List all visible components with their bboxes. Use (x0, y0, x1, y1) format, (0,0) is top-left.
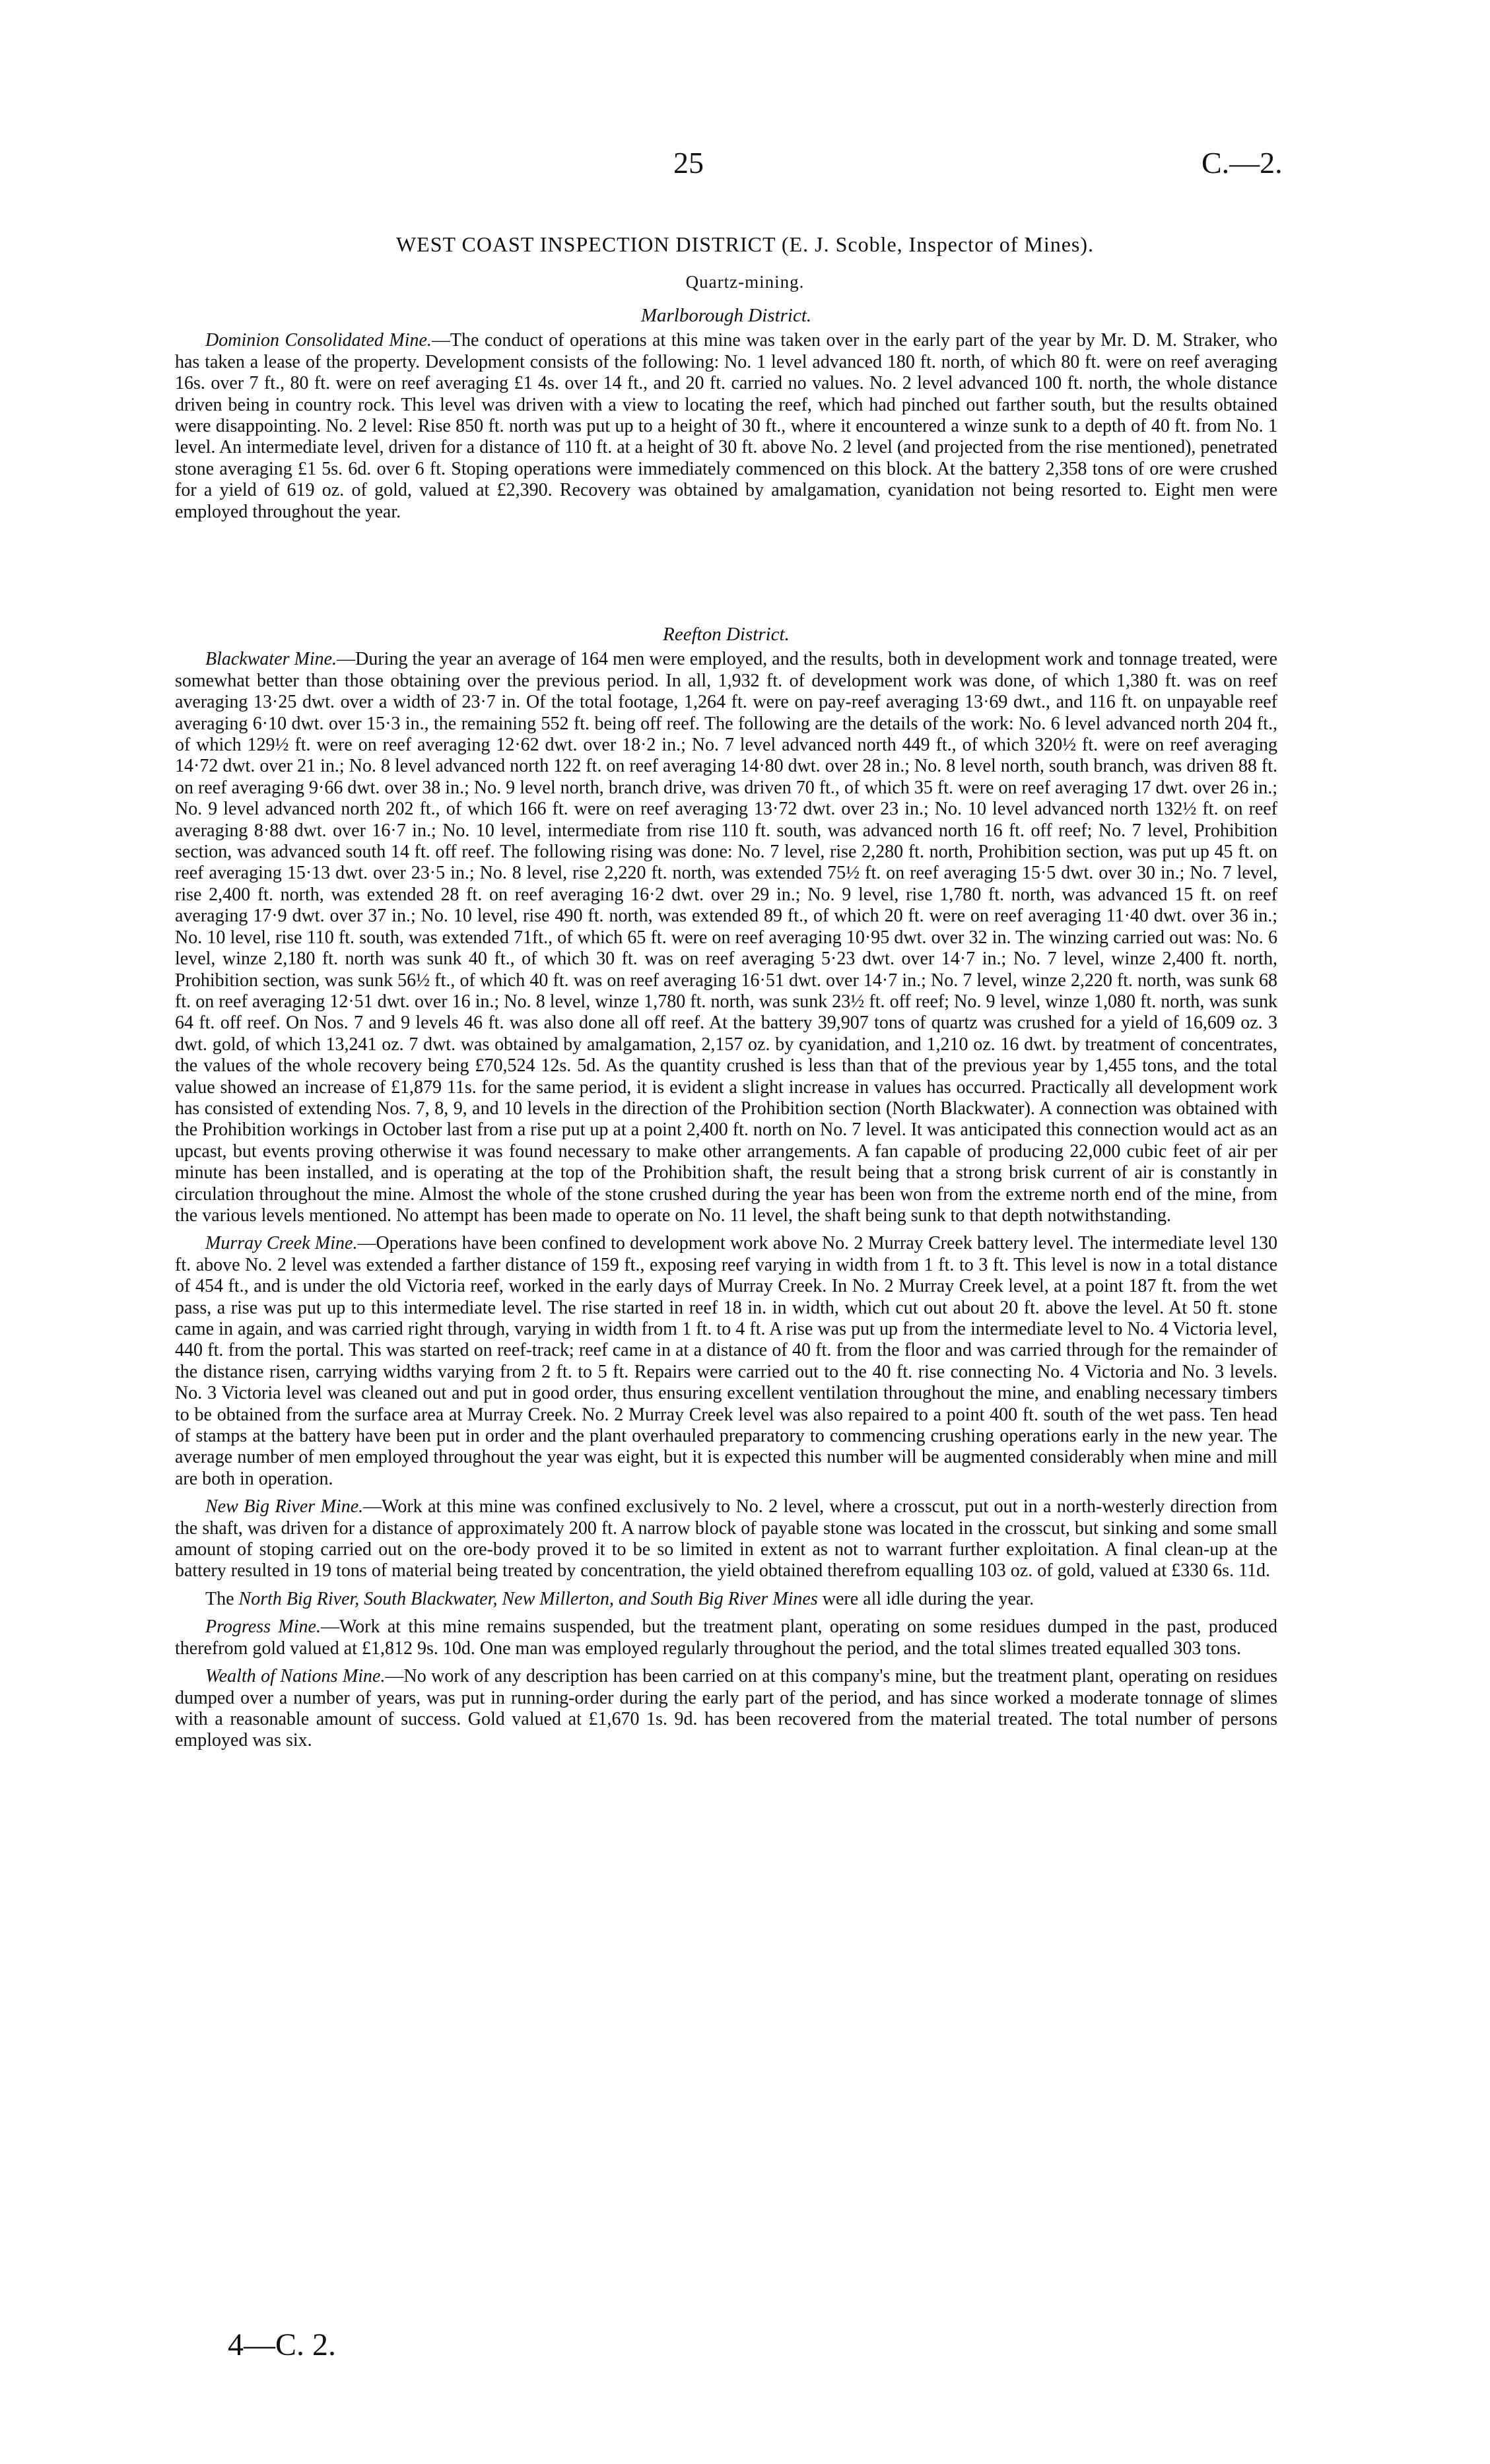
dominion-mine-name: Dominion Consolidated Mine. (205, 330, 432, 351)
wealth-of-nations-paragraph (175, 1666, 1277, 1752)
idle-suffix: were all idle during the year. (817, 1588, 1034, 1609)
progress-paragraph (175, 1616, 1277, 1659)
murray-creek-paragraph (175, 1233, 1277, 1490)
signature-mark: 4—C. 2. (228, 2327, 337, 2362)
idle-mines-paragraph (175, 1589, 1277, 1610)
idle-prefix: The (205, 1588, 239, 1609)
dominion-text: —The conduct of operations at this mine was taken over in the early part of the year by Mr. D. M. Straker, who has taken a lease of the property. Development consists of the following: No. 1 level advanced 180 ft. north, of which 80 ft. were on reef averaging 16s. over 7 ft., 80 ft. were on reef averaging £1 4s. over 14 ft., and 20 ft. carried no values. No. 2 level advanced 100 ft. north, the whole distance driven being in country rock. This level was driven with a view to locating the reef, which had pinched out farther south, but the results obtained were disappointing. No. 2 level: Rise 850 ft. north was put up to a height of 30 ft., where it encountered a winze sunk to a depth of 40 ft. from No. 1 level. An intermediate level, driven for a distance of 110 ft. at a height of 30 ft. above No. 2 level (and projected from the rise mentioned), penetrated stone averaging £1 5s. 6d. over 6 ft. Stoping operations were immediately commenced on this block. At the battery 2,358 tons of ore were crushed for a yield of 619 oz. of gold, valued at £2,390. Recovery was obtained by amalgamation, cyanidation not being resorted to. Eight men were employed throughout the year. (175, 330, 1278, 522)
murray-creek-text: —Operations have been confined to development work above No. 2 Murray Creek battery level. The intermediate level 130 ft. above No. 2 level was extended a farther distance of 159 ft., exposing reef varying in width from 1 ft. to 3 ft. This level is now in a total distance of 454 ft., and is under the old Victoria reef, worked in the early days of Murray Creek. In No. 2 Murray Creek level, at a point 187 ft. from the wet pass, a rise was put up to this intermediate level. The rise started in reef 18 in. in width, which cut out about 20 ft. above the level. At 50 ft. stone came in again, and was carried right through, varying in width from 1 ft. to 4 ft. A rise was put up from the intermediate level to No. 4 Victoria level, 440 ft. from the portal. This was started on reef-track; reef came in at a distance of 40 ft. from the floor and was carried through for the remainder of the distance risen, carrying widths varying from 2 ft. to 5 ft. Repairs were carried out to the 40 ft. rise connecting No. 4 Victoria and No. 3 levels. No. 3 Victoria level was cleaned out and put in good order, thus ensuring excellent ventilation throughout the mine, and enabling necessary timbers to be obtained from the surface area at Murray Creek. No. 2 Murray Creek level was also repaired to a point 400 ft. south of the wet pass. Ten head of stamps at the battery have been put in order and the plant overhauled preparatory to commencing crushing operations early in the new year. The average number of men employed throughout the year was eight, but it is expected this number will be augmented considerably when mine and mill are both in operation. (175, 1233, 1277, 1489)
progress-mine-name: Progress Mine. (205, 1616, 321, 1638)
reefton-section (175, 624, 1277, 1758)
dominion-paragraph (175, 330, 1277, 523)
reefton-subheading: Reefton District. (663, 624, 790, 645)
section-heading: Quartz-mining. (685, 272, 805, 292)
idle-mine-names: North Big River, South Blackwater, New Millerton, and South Big River Mines (238, 1588, 818, 1609)
progress-text: —Work at this mine remains suspended, but the treatment plant, operating on some residues dumped in the past, produced therefrom gold valued at £1,812 9s. 10d. One man was employed regularly throughout the period, and the total slimes treated equalled 303 tons. (175, 1616, 1277, 1659)
new-big-river-mine-name: New Big River Mine. (205, 1496, 364, 1517)
new-big-river-text: —Work at this mine was confined exclusively to No. 2 level, where a crosscut, put out in a north-westerly direction from the shaft, was driven for a distance of approximately 200 ft. A narrow block of payable stone was located in the crosscut, but sinking and some small amount of stoping carried out on the ore-body proved it to be so limited in extent as not to warrant further exploitation. A final clean-up at the battery resulted in 19 tons of material being treated by concentration, the yield obtained therefrom equalling 103 oz. of gold, valued at £330 6s. 11d. (175, 1496, 1278, 1582)
district-title: WEST COAST INSPECTION DISTRICT (E. J. Scoble, Inspector of Mines). (395, 232, 1095, 256)
new-big-river-paragraph (175, 1496, 1277, 1582)
murray-creek-mine-name: Murray Creek Mine. (205, 1233, 358, 1254)
marlborough-subheading: Marlborough District. (640, 305, 812, 326)
wealth-of-nations-mine-name: Wealth of Nations Mine. (205, 1666, 386, 1687)
page-number: 25 (673, 146, 704, 180)
blackwater-text: —During the year an average of 164 men were employed, and the results, both in development work and tonnage treated, were somewhat better than those obtaining over the previous period. In all, 1,932 ft. of development work was done, of which 1,380 ft. was on reef averaging 13·25 dwt. over a width of 23·7 in. Of the total footage, 1,264 ft. were on pay-reef averaging 13·69 dwt., and 116 ft. on unpayable reef averaging 6·10 dwt. over 15·3 in., the remaining 552 ft. being off reef. The following are the details of the work: No. 6 level advanced north 204 ft., of which 129½ ft. were on reef averaging 12·62 dwt. over 18·2 in.; No. 7 level advanced north 449 ft., of which 320½ ft. were on reef averaging 14·72 dwt. over 21 in.; No. 8 level advanced north 122 ft. on reef averaging 14·80 dwt. over 28 in.; No. 8 level north, south branch, was driven 88 ft. on reef averaging 9·66 dwt. over 38 in.; No. 9 level north, branch drive, was driven 70 ft., of which 35 ft. were on reef averaging 17 dwt. over 26 in.; No. 9 level advanced north 202 ft., of which 166 ft. were on reef averaging 13·72 dwt. over 23 in.; No. 10 level advanced north 132½ ft. on reef averaging 8·88 dwt. over 16·7 in.; No. 10 level, intermediate from rise 110 ft. south, was advanced north 16 ft. off reef; No. 7 level, Prohibition section, was advanced south 14 ft. off reef. The following rising was done: No. 7 level, rise 2,280 ft. north, Prohibition section, was put up 45 ft. on reef averaging 15·13 dwt. over 23·5 in.; No. 8 level, rise 2,220 ft. north, was extended 75½ ft. on reef averaging 15·5 dwt. over 30 in.; No. 7 level, rise 2,400 ft. north, was extended 28 ft. on reef averaging 16·2 dwt. over 29 in.; No. 9 level, rise 1,780 ft. north, was advanced 15 ft. on reef averaging 17·9 dwt. over 37 in.; No. 10 level, rise 490 ft. north, was extended 89 ft., of which 20 ft. were on reef averaging 11·40 dwt. over 36 in.; No. 10 level, rise 110 ft. south, was extended 71ft., of which 65 ft. were on reef averaging 10·95 dwt. over 32 in. The winzing carried out was: No. 6 level, winze 2,180 ft. north was sunk 40 ft., of which 30 ft. was on reef averaging 5·23 dwt. over 14·7 in.; No. 7 level, winze 2,400 ft. north, Prohibition section, was sunk 56½ ft., of which 40 ft. was on reef averaging 16·51 dwt. over 14·7 in.; No. 7 level, winze 2,220 ft. north, was sunk 68 ft. on reef averaging 12·51 dwt. over 16 in.; No. 8 level, winze 1,780 ft. north, was sunk 23½ ft. off reef; No. 9 level, winze 1,080 ft. north, was sunk 64 ft. off reef. On Nos. 7 and 9 levels 46 ft. was also done all off reef. At the battery 39,907 tons of quartz was crushed for a yield of 16,609 oz. 3 dwt. gold, of which 13,241 oz. 7 dwt. was obtained by amalgamation, 2,157 oz. by cyanidation, and 1,210 oz. 16 dwt. by treatment of concentrates, the values of the whole recovery being £70,524 12s. 5d. As the quantity crushed is less than that of the previous year by 1,455 tons, and the total value showed an increase of £1,879 11s. for the same period, it is evident a slight increase in values has occurred. Practically all development work has consisted of extending Nos. 7, 8, 9, and 10 levels in the direction of the Prohibition section (North Blackwater). A connection was obtained with the Prohibition workings in October last from a rise put up at a point 2,400 ft. north on No. 7 level. It was anticipated this connection would act as an upcast, but events proving otherwise it was found necessary to make other arrangements. A fan capable of producing 22,000 cubic feet of air per minute has been installed, and is operating at the top of the Prohibition shaft, the result being that a strong brisk current of air is constantly in circulation throughout the mine. Almost the whole of the stone crushed during the year has been won from the extreme north end of the mine, from the various levels mentioned. No attempt has been made to operate on No. 11 level, the shaft being sunk to that depth notwithstanding. (175, 649, 1277, 1226)
page-header (0, 145, 1490, 191)
wealth-of-nations-text: —No work of any description has been carried on at this company's mine, but the treatment plant, operating on residues dumped over a number of years, was put in running-order during the early part of the period, and has since worked a moderate tonnage of slimes with a reasonable amount of success. Gold valued at £1,670 1s. 9d. has been recovered from the material treated. The total number of persons employed was six. (175, 1666, 1278, 1751)
blackwater-mine-name: Blackwater Mine. (205, 649, 337, 670)
blackwater-paragraph (175, 649, 1277, 1226)
marlborough-section (175, 305, 1277, 529)
series-code: C.—2. (1202, 146, 1283, 180)
